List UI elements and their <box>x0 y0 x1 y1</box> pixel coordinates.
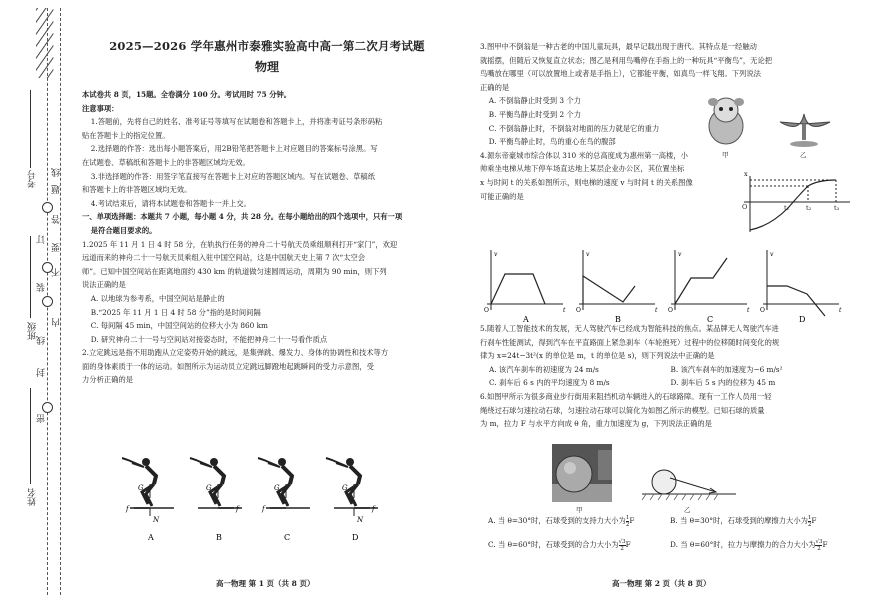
q5-option-d: D. 刹车后 5 s 内的位移为 45 m <box>670 378 776 388</box>
q4-stem: 4.源东帝豪城市综合体以 310 米的总高度成为惠州第一高楼，小 <box>480 150 688 160</box>
notice-item: 1.答题前，先将自己的姓名、准考证号等填写在试题卷和答题卡上，并将准考证号条形码粘 <box>90 117 383 127</box>
t-axis-label: t <box>839 307 842 314</box>
page-footer-right: 高一物理 第 2 页（共 8 页） <box>612 579 711 588</box>
notice-item: 3.非选择题的作答：用签字笔直接写在答题卡上对应的答题区域内。写在试题卷、草稿纸 <box>90 171 375 181</box>
q1-stem: 1.2025 年 11 月 1 日 4 时 58 分，在轨执行任务的神舟二十号航天员乘组顺利打开“家门”，欢迎 <box>82 239 398 249</box>
q5-stem: 5.随着人工智能技术的发展，无人驾驶汽车已经成为智能科技的焦点。某品牌无人驾驶汽车进 <box>480 324 779 333</box>
v-axis-label: v <box>678 251 682 258</box>
figure-option-label: C <box>284 533 291 542</box>
q1-option-d: D. 研究神舟二十一号与空间站对接姿态时，不能把神舟二十一号看作质点 <box>90 334 328 344</box>
gravity-label: G <box>206 484 212 492</box>
q4-stem: x 与时间 t 的关系如图所示，则电梯的速度 v 与时间 t 的关系图像 <box>480 177 693 187</box>
exam-intro: 本试卷共 8 页，15题。全卷满分 100 分。考试用时 75 分钟。 <box>82 90 292 99</box>
gravity-label: G <box>138 484 144 492</box>
origin-label: O <box>668 307 673 314</box>
friction-label: f <box>372 505 375 513</box>
q6-caption-yi: 乙 <box>684 506 691 514</box>
q2-stem: 2.立定跳远是指不用助跑从立定姿势开始的跳远，是集弹跳、爆发力、身体的协调性和技术等方 <box>82 348 389 358</box>
q4-axis-x: x <box>744 170 748 178</box>
notice-item: 在试题卷、草稿纸和答题卡上的非答题区域均无效。 <box>82 157 250 167</box>
t-axis-label: t <box>747 307 750 314</box>
notice-item: 和答题卡上的非答题区域均无效。 <box>82 185 192 195</box>
origin-label: O <box>484 307 489 314</box>
seal-circle <box>42 402 53 413</box>
q6-option-a: A. 当 θ=30°时，石球受到的支持力大小为 $\frac{1}{2}$ F <box>488 514 635 528</box>
friction-label: f <box>236 505 239 513</box>
figure-option-label: B <box>216 533 222 542</box>
v-axis-label: v <box>586 251 590 258</box>
gravity-label: G <box>274 484 280 492</box>
graph-option-label: A <box>523 315 529 324</box>
seal-line-inner <box>60 8 61 595</box>
origin-label: O <box>576 307 581 314</box>
seal-circle <box>42 202 53 213</box>
seal-word: 订 <box>37 235 47 244</box>
notice-item: 贴在答题卡上的指定位置。 <box>82 130 170 140</box>
q3-option-b: B. 平衡鸟静止时受到 2 个力 <box>488 109 582 119</box>
q2-stem: 面的身体素质于一体的运动。如图所示为运动员立定跳远脚蹬地起跳瞬间的受力示意图，受 <box>82 361 374 371</box>
seal-word: 线 <box>52 168 62 177</box>
q6-option-b: B. 当 θ=30°时，石球受到的摩擦力大小为 $\frac{1}{2}$ F <box>670 514 817 528</box>
q5-option-a: A. 该汽车刹车的初速度为 24 m/s <box>489 364 599 374</box>
seal-word: 答 <box>52 215 62 224</box>
figure-option-label: D <box>352 533 359 542</box>
q5-option-b: B. 该汽车刹车的加速度为−6 m/s² <box>670 364 783 374</box>
binding-strip <box>0 0 64 603</box>
right-page-body-lower <box>480 322 852 431</box>
q3-option-d: D. 平衡鸟静止时，鸟的重心在鸟的腹部 <box>488 137 616 147</box>
q6-stone-ball-photo <box>552 444 612 502</box>
balance-bird-toy-image <box>780 114 830 147</box>
q6-stem: 6.如图甲所示为很多商业步行街用来阻挡机动车辆进入的石球路障。现有一工作人员用一轻 <box>480 391 772 401</box>
q3-option-c: C. 不倒翁静止时，不倒翁对地面的压力就是它的重力 <box>488 123 660 133</box>
field-label-name: 姓名 <box>28 488 38 506</box>
v-axis-label: v <box>494 251 498 258</box>
section-heading-cont: 是符合题目要求的。 <box>90 225 157 235</box>
q4-axis-t2: t₂ <box>806 204 812 212</box>
notice-heading: 注意事项： <box>82 103 119 113</box>
q6-model-diagram <box>640 460 740 504</box>
q6-options <box>488 514 852 552</box>
q3-stem: 正确的是 <box>480 82 510 92</box>
q4-vt-graph-a <box>483 246 571 324</box>
q3-option-a: A. 不倒翁静止时受到 3 个力 <box>488 96 581 106</box>
exam-title: 2025—2026 学年惠州市泰雅实验高中高一第二次月考试题 <box>109 39 425 53</box>
friction-label: f <box>126 505 129 513</box>
q4-vt-graph-b <box>575 246 663 324</box>
field-line-class[interactable] <box>30 236 31 318</box>
q3-caption-yi: 乙 <box>800 151 807 159</box>
section-heading: 一、单项选择题：本题共 7 小题，每小题 4 分，共 28 分。在每小题给出的四个选项中，只有一项 <box>82 212 403 222</box>
left-page-body <box>82 88 452 387</box>
seal-word: 内 <box>52 318 62 327</box>
q4-vt-graph-d <box>759 246 847 324</box>
field-label-exam-number: 考号 <box>28 170 38 188</box>
q3-stem: 鸟嘴放在哪里（可以放置地上或者是手指上），它都能平衡，如真鸟一样飞翔。下列说法 <box>480 69 761 79</box>
q6-stem: 绳绕过石球匀速拉动石球，匀速拉动石球可以简化为如图乙所示的模型。已知石球的质量 <box>480 405 765 415</box>
field-line-exam-number[interactable] <box>30 90 31 168</box>
t-axis-label: t <box>655 307 658 314</box>
v-axis-label: v <box>770 251 774 258</box>
seal-word: 密 <box>37 414 47 423</box>
seal-word: 封 <box>37 368 47 377</box>
q1-option-c: C. 每间隔 45 min，中国空间站的位移大小为 860 km <box>90 321 268 331</box>
q5-stem: 行刹车性能测试，得到汽车在平直路面上紧急刹车（车轮抱死）过程中的位移随时间变化的规 <box>480 337 780 347</box>
q4-vt-graph-c <box>667 246 755 324</box>
notice-item: 4.考试结束后，请将本试题卷和答题卡一并上交。 <box>90 198 251 208</box>
seal-word: 不 <box>52 268 62 277</box>
field-line-name[interactable] <box>30 388 31 484</box>
q1-stem: 师”。已知中国空间站在距离地面约 430 km 的轨道做匀速圆周运动，周期为 90 min，则下列 <box>82 266 387 276</box>
q2-stem: 力分析正确的是 <box>82 375 134 385</box>
field-label-class: 班级 <box>28 322 38 340</box>
q6-option-c: C. 当 θ=60°时，石球受到的合力大小为 $\frac{√3}{2}$ F <box>488 538 631 552</box>
q1-stem: 远道而来的神舟二十一号航天员乘组入驻中国空间站，这是中国航天史上第 7 次“太空会 <box>82 253 365 263</box>
q4-axis-origin: O <box>742 203 748 211</box>
graph-option-label: B <box>615 315 621 324</box>
q5-stem: 律为 x=24t−3t²(x 的单位是 m，t 的单位是 s)，则下列说法中正确的是 <box>480 351 715 361</box>
normal-force-label: N <box>357 516 364 524</box>
normal-force-label: N <box>153 516 160 524</box>
q4-axis-t3: t₃ <box>834 204 840 212</box>
q6-caption-jia: 甲 <box>576 506 583 514</box>
figure-option-label: A <box>148 533 154 542</box>
q4-vt-graphs <box>483 246 853 324</box>
q4-stem: 帅乘坐电梯从地下停车场直达地上某层企业办公区，其位置坐标 <box>480 164 685 174</box>
q5-option-c: C. 刹车后 6 s 内的平均速度为 8 m/s <box>489 378 610 388</box>
graph-option-label: D <box>799 315 806 324</box>
q1-option-a: A. 以地球为参考系，中国空间站是静止的 <box>90 293 225 303</box>
seal-word: 线 <box>37 336 47 345</box>
q3-toy-images <box>700 94 850 152</box>
page-footer-left: 高一物理 第 1 页（共 8 页） <box>216 579 315 588</box>
corner-hatching <box>36 8 62 78</box>
q1-stem: 说法正确的是 <box>82 280 126 290</box>
q1-option-b: B.“2025 年 11 月 1 日 4 时 58 分”指的是时间间隔 <box>90 307 261 317</box>
tumbler-toy-image <box>708 98 744 144</box>
q3-stem: 3.图甲中不倒翁是一种古老的中国儿童玩具，最早记载出现于唐代。其特点是一经触动 <box>480 42 757 51</box>
seal-word: 装 <box>37 283 47 292</box>
q3-caption-jia: 甲 <box>722 151 729 159</box>
origin-label: O <box>760 307 765 314</box>
q3-stem: 就摇摆，但随后又恢复直立状态；图乙是利用鸟嘴停在手指上的一种玩具“平衡鸟”，无论把 <box>480 55 773 65</box>
q6-option-d: D. 当 θ=60°时，拉力与摩擦力的合力大小为 $\frac{√3}{2}$ F <box>670 538 828 552</box>
seal-circle <box>42 296 53 307</box>
graph-option-label: C <box>707 315 714 324</box>
q4-stem: 可能正确的是 <box>480 191 524 201</box>
exam-subject: 物理 <box>254 60 279 74</box>
q6-stem: 为 m，拉力 F 与水平方向成 θ 角，重力加速度为 g，下列说法正确的是 <box>480 419 712 429</box>
gravity-label: G <box>342 484 348 492</box>
notice-item: 2.选择题的作答：选出每小题答案后，用2B铅笔把答题卡上对应题目的答案标号涂黑。写 <box>90 144 378 154</box>
seal-word: 题 <box>52 185 62 194</box>
q4-axis-t1: t₁ <box>784 204 790 212</box>
t-axis-label: t <box>563 307 566 314</box>
seal-word: 要 <box>52 243 62 252</box>
friction-label: f <box>262 505 265 513</box>
